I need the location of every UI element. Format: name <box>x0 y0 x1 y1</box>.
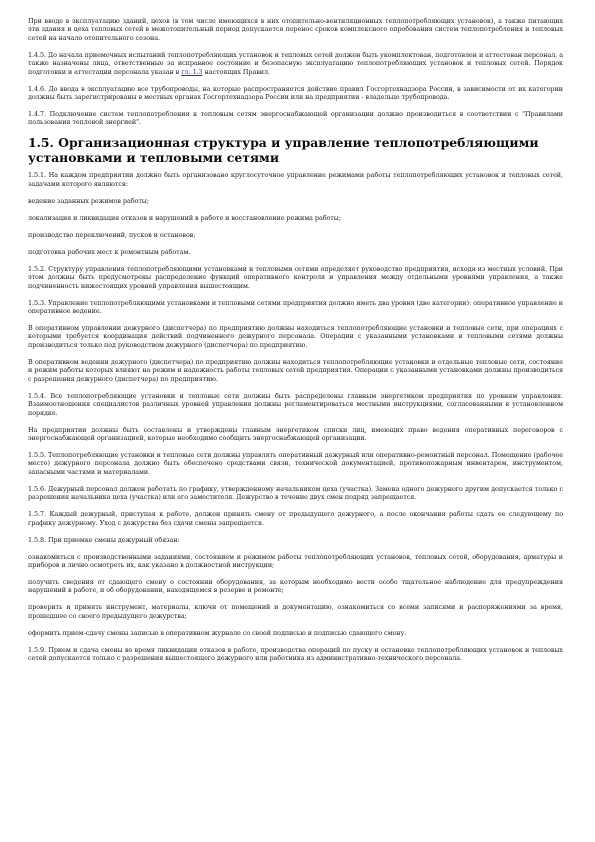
paragraph-1-5-1: 1.5.1. На каждом предприятии должно быть организовано круглосуточное управление режимами работы теплопотребляющих установок и тепловых сетей, задачами которого являются: <box>28 171 563 188</box>
paragraph-1-5-2: 1.5.2. Структуру управления теплопотребляющими установками и тепловыми сетями определяет руководство предприятия, исходя из местных условий. При этом должны быть предусмотрены распределение функций оперативного контроля и управления между отдельными уровнями управления, а также подчиненность нижестоящих уровней управления вышестоящим. <box>28 264 563 290</box>
paragraph-1-4-5-text: 1.4.5. До начала приемочных испытаний теплопотребляющих установок и тепловых сетей должен быть укомплектован, подготовлен и аттестован персонал, а также назначены лица, ответственные за исправное состояние и безопасную эксплуатацию теплопотребляющих установок и тепловых сетей. Порядок подготовки и аттестации персонала указан в <box>28 50 563 76</box>
list-item: локализация и ликвидация отказов и нарушений в работе и восстановление режима работы; <box>28 213 341 222</box>
paragraph-1-5-3: 1.5.3. Управление теплопотребляющими установками и тепловыми сетями предприятия должно иметь два уровня (две категории): оперативное управление и оперативное ведение. <box>28 298 563 316</box>
list-item: ознакомиться с производственными заданиями, состоянием и режимом работы теплопотребляющих установок, тепловых сетей, оборудования, арматуры и приборов и лично осмотреть их, как указано в должностной инструкции; <box>28 552 563 569</box>
paragraph-authorized-lists: На предприятии должны быть составлены и утверждены главным энергетиком списки лиц, имеющих право ведения оперативных переговоров с энергоснабжающей организацией, которые необходимо сообщить энергоснабжающей организации. <box>28 425 563 442</box>
paragraph-1-4-5-tail: настоящих Правил. <box>202 67 270 76</box>
paragraph-operational-conduct: В оперативном ведении дежурного (диспетчера) по предприятию должны находиться теплопотребляющие установки и отдельные тепловые сети, состояние и режим работы которых влияют на режим и надежность работы тепловых сетей предприятия. Операции с указанными установками должны производиться с разрешения дежурного (диспетчера) по предприятию. <box>28 357 563 383</box>
paragraph-intro: При вводе в эксплуатацию зданий, цехов (в том числе имеющихся в них отопительно-вентиляционных теплопотребляющих установок), а также питающих эти здания и цеха тепловых сетей в межотопительный период допускается перенос сроков комплексного опробования систем теплопотребления и тепловых сетей на начало отопительного сезона. <box>28 17 563 42</box>
paragraph-1-5-9: 1.5.9. Прием и сдача смены во время ликвидации отказов в работе, производства операций по пуску и остановке теплопотребляющих установок и тепловых сетей допускается только с разрешения вышестоящего дежурного или работника из административно-технического персонала. <box>28 645 563 663</box>
paragraph-1-5-5: 1.5.5. Теплопотребляющие установки и тепловые сети должны управлять оперативный дежурный или оперативно-ремонтный персонал. Помещение (рабочее место) дежурного персонала должно быть обеспечено средствами связи, технической документацией, противопожарным инвентарем, инструментом, запасными частями и материалами. <box>28 450 563 476</box>
list-item: подготовка рабочих мест к ремонтным работам. <box>28 247 191 256</box>
paragraph-1-4-6: 1.4.6. До ввода в эксплуатацию все трубопроводы, на которые распространяется действие правил Госгортехнадзора России, в зависимости от их категории должны быть зарегистрированы в местных органах Госгортехнадзора России или на предприятии - владельце трубопровода. <box>28 84 563 102</box>
list-item: оформить прием-сдачу смены записью в оперативном журнале со своей подписью и подписью сдающего смену. <box>28 628 407 637</box>
section-heading-1-5: 1.5. Организационная структура и управление теплопотребляющими установками и тепловыми сетями <box>28 135 539 166</box>
list-item: проверить и принять инструмент, материалы, ключи от помещений и документацию, ознакомиться со всеми записями и распоряжениями за время, прошедшее со своего предыдущего дежурства; <box>28 603 563 620</box>
list-item: ведение заданных режимов работы; <box>28 196 149 205</box>
paragraph-1-5-8: 1.5.8. При приемке смены дежурный обязан: <box>28 535 180 544</box>
link-chapter-1-3[interactable]: гл. 1.3 <box>181 67 203 76</box>
paragraph-1-4-5 <box>28 51 563 76</box>
paragraph-1-5-4: 1.5.4. Все теплопотребляющие установки и тепловые сети должны быть распределены главным энергетиком предприятия по уровням управления. Взаимоотношения специалистов различных уровней управления должны регламентироваться местными инструкциями, согласованными в установленном порядке. <box>28 391 563 417</box>
list-item: производство переключений, пусков и остановов; <box>28 230 196 239</box>
paragraph-1-5-7: 1.5.7. Каждый дежурный, приступая к работе, должен принять смену от предыдущего дежурного, а после окончания работы сдать ее следующему по графику дежурному. Уход с дежурства без сдачи смены запрещается. <box>28 510 563 527</box>
list-item: получить сведения от сдающего смену о состоянии оборудования, за которым необходимо вести особо тщательное наблюдение для предупреждения нарушений в работе, и об оборудовании, находящемся в резерве и ремонте; <box>28 577 563 595</box>
paragraph-1-5-6: 1.5.6. Дежурный персонал должен работать по графику, утвержденному начальником цеха (участка). Замена одного дежурного другим допускается только с разрешения начальника цеха (участка) или его заместителя. Дежурство в течение двух смен подряд запрещается. <box>28 484 563 502</box>
paragraph-1-4-7: 1.4.7. Подключение систем теплопотребления к тепловым сетям энергоснабжающей организации должно производиться в соответствии с "Правилами пользования тепловой энергией". <box>28 110 563 127</box>
paragraph-operational-control: В оперативном управлении дежурного (диспетчера) по предприятию должны находиться теплопотребляющие установки и тепловые сети, при операциях с которыми требуется координация действий подчиненного дежурного персонала. Операции с указанными установками и тепловыми сетями должны производиться только под руководством дежурного (диспетчера) по предприятию. <box>28 324 563 349</box>
